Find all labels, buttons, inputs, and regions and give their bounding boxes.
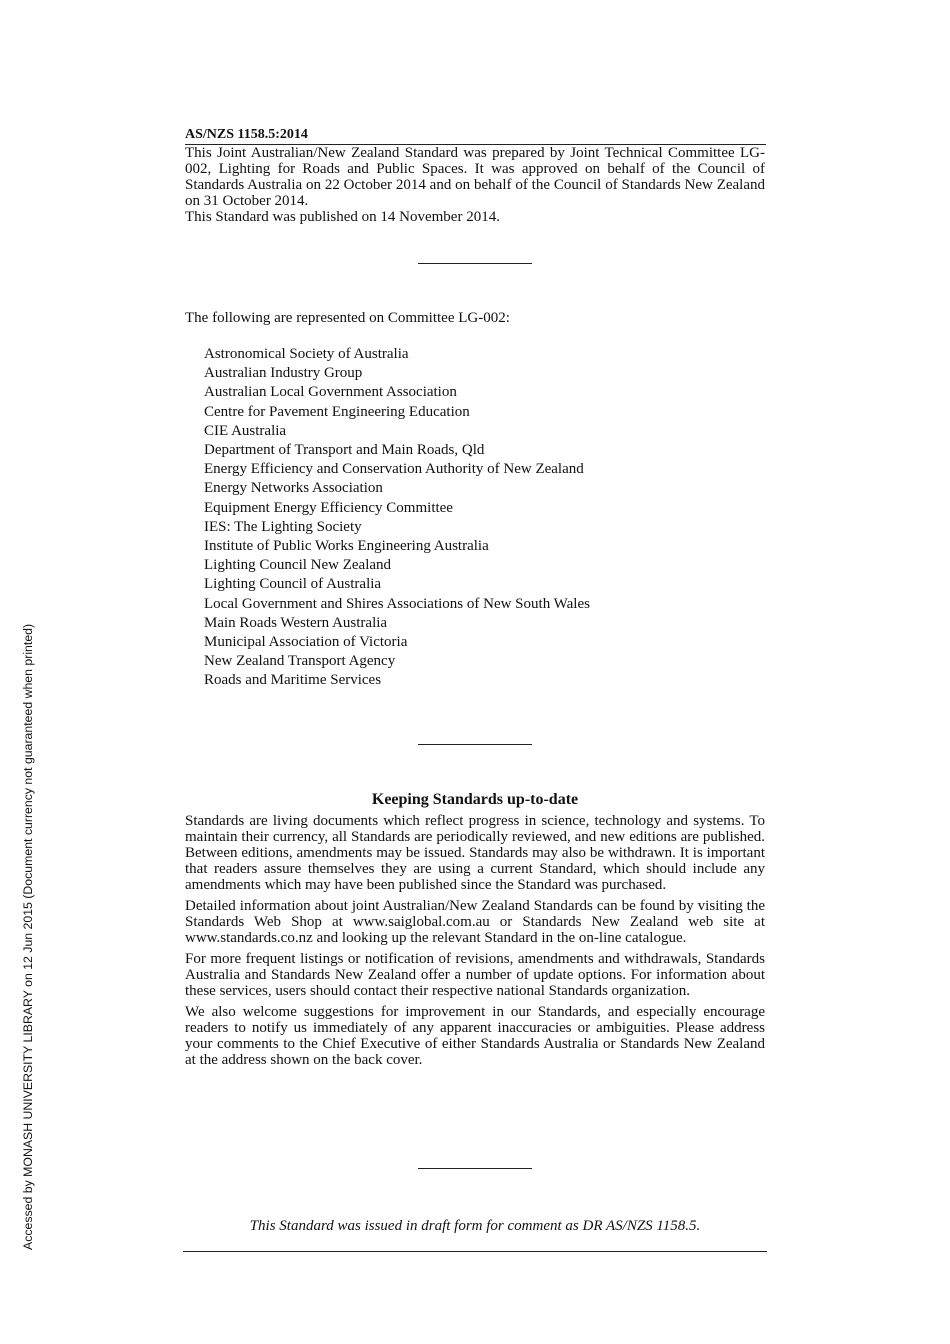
list-item: Centre for Pavement Engineering Education bbox=[204, 403, 470, 420]
standard-number: AS/NZS 1158.5:2014 bbox=[185, 126, 766, 145]
committee-organization-list bbox=[204, 345, 590, 691]
preparation-paragraph: This Joint Australian/New Zealand Standard was prepared by Joint Technical Committee LG-002, Lighting for Roads and Public Spaces. It was approved on behalf of the Council of Standards Australia on 22 October 2014 and on behalf of the Council of Standards New Zealand on 31 October 2014. bbox=[185, 145, 765, 209]
list-item: Lighting Council of Australia bbox=[204, 576, 382, 593]
paragraph: For more frequent listings or notification of revisions, amendments and withdrawals, Standards Australia and Standards New Zealand offer a number of update options. For information about these services, users should contact their respective national Standards organization. bbox=[185, 951, 765, 999]
list-item: Institute of Public Works Engineering Australia bbox=[204, 538, 489, 555]
list-item: Roads and Maritime Services bbox=[204, 672, 382, 689]
committee-intro: The following are represented on Committee LG-002: bbox=[185, 310, 510, 326]
paragraph: Detailed information about joint Australian/New Zealand Standards can be found by visiting the Standards Web Shop at www.saiglobal.com.au or Standards New Zealand web site at www.standards.co.nz and looking up the relevant Standard in the on-line catalogue. bbox=[185, 898, 765, 946]
list-item: IES: The Lighting Society bbox=[204, 518, 362, 535]
section-divider bbox=[418, 744, 532, 745]
list-item: Department of Transport and Main Roads, Qld bbox=[204, 442, 485, 459]
section-divider bbox=[418, 263, 532, 264]
paragraph: We also welcome suggestions for improvement in our Standards, and especially encourage readers to notify us immediately of any apparent inaccuracies or ambiguities. Please address your comments to the Chief Executive of either Standards Australia or Standards New Zealand at the address shown on the back cover. bbox=[185, 1004, 765, 1068]
list-item: Energy Efficiency and Conservation Authority of New Zealand bbox=[204, 461, 584, 478]
list-item: Municipal Association of Victoria bbox=[204, 634, 408, 651]
footer-rule bbox=[183, 1251, 767, 1252]
keeping-up-to-date-text bbox=[185, 813, 765, 1073]
access-watermark: Accessed by MONASH UNIVERSITY LIBRARY on 12 Jun 2015 (Document currency not guaranteed when printed) bbox=[21, 623, 35, 1250]
list-item: Lighting Council New Zealand bbox=[204, 557, 392, 574]
list-item: Main Roads Western Australia bbox=[204, 614, 388, 631]
section-divider bbox=[418, 1168, 532, 1169]
list-item: Energy Networks Association bbox=[204, 480, 383, 497]
paragraph: Standards are living documents which reflect progress in science, technology and systems. To maintain their currency, all Standards are periodically reviewed, and new editions are published. Between editions, amendments may be issued. Standards may also be withdrawn. It is important that readers assure themselves they are using a current Standard, which should include any amendments which may have been published since the Standard was purchased. bbox=[185, 813, 765, 893]
list-item: New Zealand Transport Agency bbox=[204, 653, 396, 670]
list-item: Equipment Energy Efficiency Committee bbox=[204, 499, 453, 516]
section-heading: Keeping Standards up-to-date bbox=[371, 791, 579, 808]
list-item: Local Government and Shires Associations of New South Wales bbox=[204, 595, 590, 612]
list-item: Australian Local Government Association bbox=[204, 384, 457, 401]
publication-date-paragraph: This Standard was published on 14 November 2014. bbox=[185, 209, 500, 225]
list-item: CIE Australia bbox=[204, 422, 287, 439]
preparation-statement bbox=[185, 145, 765, 225]
list-item: Astronomical Society of Australia bbox=[204, 346, 409, 362]
list-item: Australian Industry Group bbox=[204, 365, 363, 382]
draft-note: This Standard was issued in draft form for comment as DR AS/NZS 1158.5. bbox=[249, 1218, 701, 1234]
